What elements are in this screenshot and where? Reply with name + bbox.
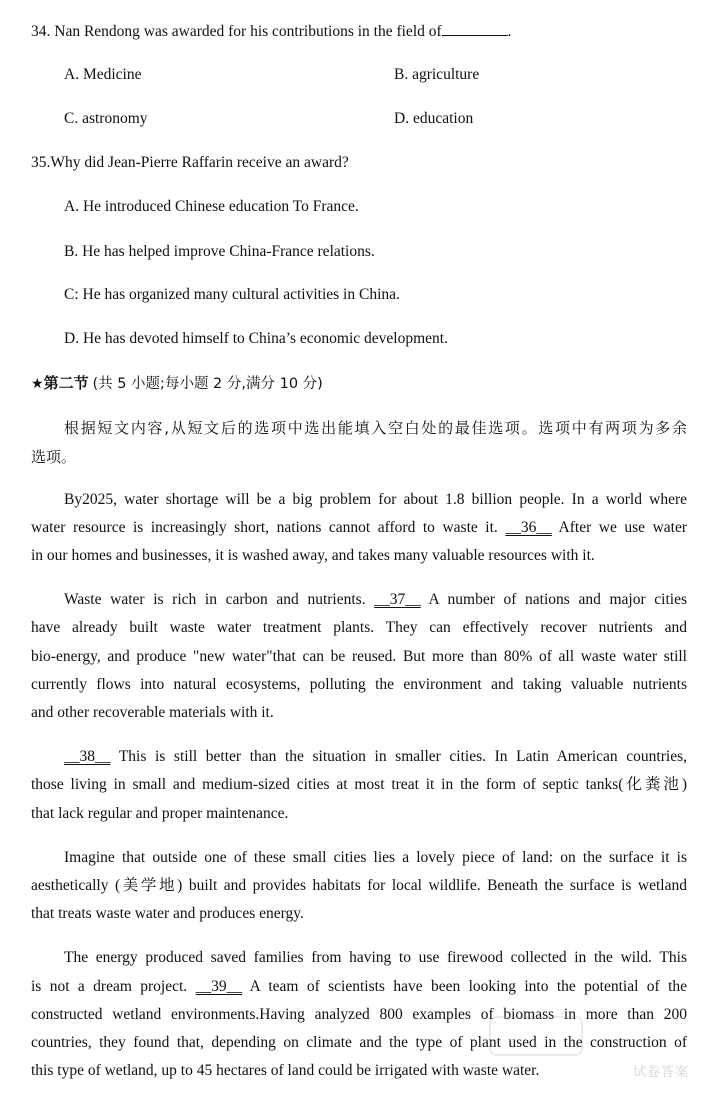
p1-line-2: water resource is increasingly short, nations cannot afford to waste it. __36__ After we use water	[31, 519, 688, 536]
instructions-line-2: 选项。	[31, 448, 77, 466]
instructions-line-1: 根据短文内容,从短文后的选项中选出能填入空白处的最佳选项。选项中有两项为多余	[64, 419, 687, 437]
q34-option-d: D. education	[394, 110, 474, 127]
p4-line-3: that treats waste water and produces energy.	[31, 905, 304, 922]
blank-36: __36__	[505, 519, 552, 536]
blank-39: __39__	[195, 978, 243, 995]
answer-blank	[442, 21, 508, 36]
p2-line-1: Waste water is rich in carbon and nutrients. __37__ A number of nations and major cities	[64, 591, 688, 608]
p1-line-1: By2025, water shortage will be a big problem for about 1.8 billion people. In a world where	[64, 491, 687, 508]
p4-line-1: Imagine that outside one of these small cities lies a lovely piece of land: on the surface it is	[64, 849, 687, 866]
q35-option-c: C: He has organized many cultural activities in China.	[64, 286, 400, 303]
q35-option-d: D. He has devoted himself to China’s economic development.	[64, 330, 448, 347]
blank-37: __37__	[374, 591, 421, 608]
p5-line-1: The energy produced saved families from having to use firewood collected in the wild. This	[64, 949, 687, 966]
p2-line-2: have already built waste water treatment plants. They can effectively recover nutrients and	[31, 619, 687, 636]
question-34-stem: 34. Nan Rendong was awarded for his contributions in the field of .	[31, 23, 512, 40]
section-info: (共 5 小题;每小题 2 分,满分 10 分)	[92, 376, 323, 392]
p5-line-3: constructed wetland environments.Having analyzed 800 examples of biomass in more than 200	[31, 1006, 687, 1023]
question-35-stem: 35.Why did Jean-Pierre Raffarin receive an award?	[31, 154, 349, 171]
watermark: 试卷答案	[632, 1065, 689, 1080]
q34-option-c: C. astronomy	[64, 110, 148, 127]
p5-line-4: countries, they found that, depending on climate and the type of plant used in the construction of	[31, 1034, 687, 1051]
section-title: 第二节	[43, 374, 89, 392]
blank-38: __38__	[64, 748, 111, 765]
q35-option-a: A. He introduced Chinese education To France.	[64, 198, 359, 215]
p5-line-5: this type of wetland, up to 45 hectares of land could be irrigated with waste water.	[31, 1062, 540, 1079]
p3-line-2: those living in small and medium-sized cities at most treat it in the form of septic tanks(化粪池)	[31, 776, 687, 793]
q34-option-a: A. Medicine	[64, 66, 142, 83]
p4-line-2: aesthetically (美学地) built and provides habitats for local wildlife. Beneath the surface is wetland	[31, 877, 687, 894]
p1-line-3: in our homes and businesses, it is washed away, and takes many valuable resources with it.	[31, 547, 595, 564]
p2-line-5: and other recoverable materials with it.	[31, 704, 274, 721]
watermark-logo-icon	[489, 1016, 583, 1056]
p3-line-1: __38__ This is still better than the situation in smaller cities. In Latin American countries,	[64, 748, 687, 765]
p2-line-4: currently flows into natural ecosystems, polluting the environment and taking valuable nutrients	[31, 676, 687, 693]
q34-option-b: B. agriculture	[394, 66, 480, 83]
p2-line-3: bio-energy, and produce "new water"that can be reused. But more than 80% of all waste water still	[31, 648, 687, 665]
q35-option-b: B. He has helped improve China-France relations.	[64, 243, 375, 260]
star-icon: ★	[31, 376, 44, 392]
p5-line-2: is not a dream project. __39__ A team of scientists have been looking into the potential of the	[31, 978, 688, 995]
p3-line-3: that lack regular and proper maintenance.	[31, 805, 289, 822]
section-header	[31, 373, 323, 394]
